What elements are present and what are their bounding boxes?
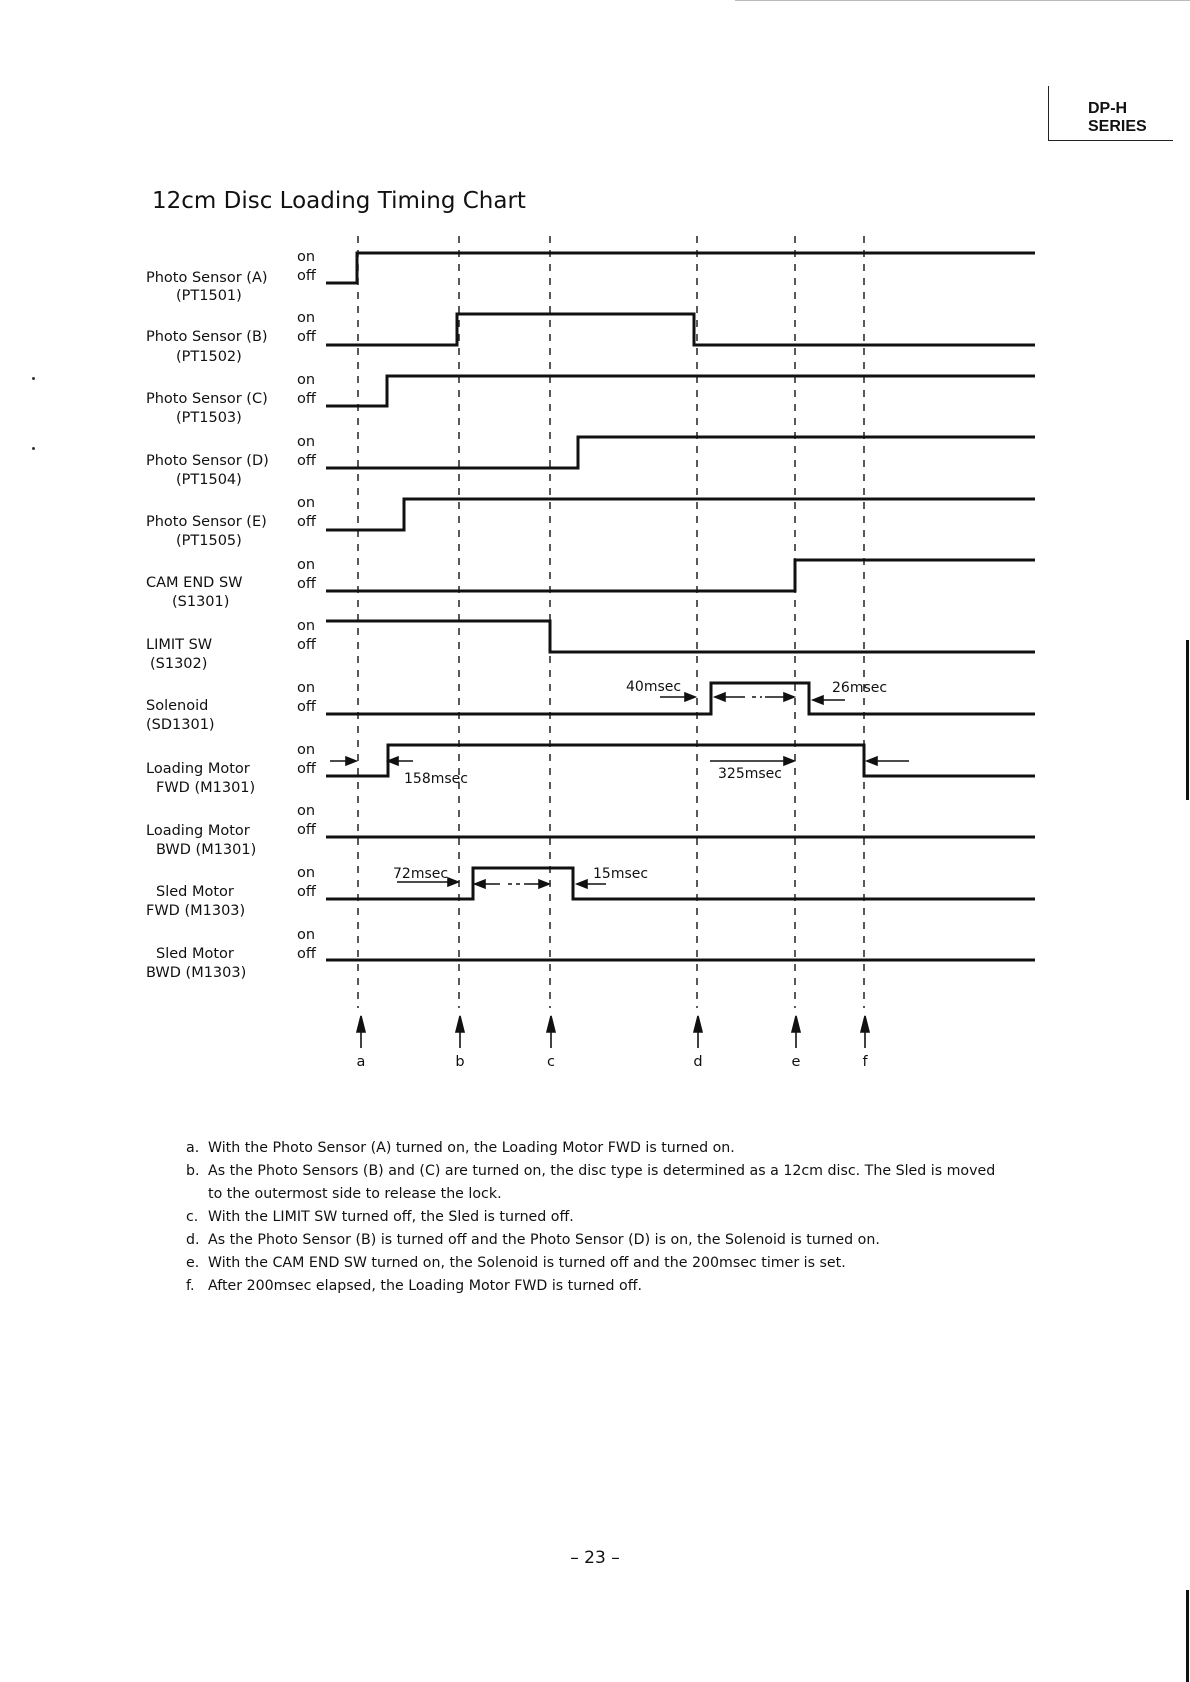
marker-f: f	[862, 1054, 868, 1070]
marker-a: a	[356, 1054, 366, 1070]
note-text: After 200msec elapsed, the Loading Motor FWD is turned off.	[208, 1278, 643, 1294]
waveform-cam-end-sw	[326, 560, 1035, 591]
arrowhead	[577, 880, 587, 888]
arrowhead	[792, 1016, 800, 1032]
waveform-photo-sensor-a	[326, 253, 1035, 283]
arrowhead	[784, 693, 794, 701]
off-label: off	[297, 576, 316, 592]
waveform-photo-sensor-b	[326, 314, 1035, 345]
timing-26msec: 26msec	[832, 680, 888, 696]
signal-code: (PT1505)	[176, 533, 242, 549]
signal-code: BWD (M1301)	[156, 842, 257, 858]
signal-code: (S1302)	[150, 656, 208, 672]
marker-c: c	[547, 1054, 555, 1070]
off-label: off	[297, 822, 316, 838]
on-label: on	[297, 742, 316, 758]
waveforms	[326, 253, 1035, 960]
timing-15msec: 15msec	[593, 866, 649, 882]
off-label: off	[297, 637, 316, 653]
timing-158msec: 158msec	[404, 771, 468, 787]
note-e	[186, 1252, 1006, 1275]
off-label: off	[297, 946, 316, 962]
arrowhead	[357, 1016, 365, 1032]
note-text: With the LIMIT SW turned off, the Sled is turned off.	[208, 1209, 574, 1225]
timing-40msec: 40msec	[626, 679, 682, 695]
signal-name: Photo Sensor (A)	[146, 270, 268, 286]
note-letter: e.	[186, 1255, 200, 1271]
note-text: With the Photo Sensor (A) turned on, the Loading Motor FWD is turned on.	[208, 1140, 735, 1156]
off-label: off	[297, 761, 316, 777]
marker-b: b	[455, 1054, 465, 1070]
on-label: on	[297, 310, 316, 326]
signal-name: Sled Motor	[156, 946, 234, 962]
signal-name: Photo Sensor (C)	[146, 391, 268, 407]
timing-labels	[393, 679, 887, 882]
notes-list	[186, 1137, 1006, 1298]
note-d	[186, 1229, 1006, 1252]
signal-code: (PT1502)	[176, 349, 242, 365]
off-label: off	[297, 453, 316, 469]
signal-code: (PT1504)	[176, 472, 242, 488]
page-number: – 23 –	[570, 1548, 620, 1568]
signal-name: CAM END SW	[146, 575, 243, 591]
note-letter: b.	[186, 1163, 200, 1179]
signal-code: BWD (M1303)	[146, 965, 247, 981]
arrowhead	[867, 757, 877, 765]
off-label: off	[297, 514, 316, 530]
signal-name: Photo Sensor (D)	[146, 453, 269, 469]
arrowhead	[539, 880, 549, 888]
signal-name: LIMIT SW	[146, 637, 213, 653]
signal-name: Photo Sensor (E)	[146, 514, 267, 530]
on-label: on	[297, 680, 316, 696]
off-label: off	[297, 699, 316, 715]
arrowhead	[813, 696, 823, 704]
on-label: on	[297, 495, 316, 511]
event-arrows	[357, 1016, 869, 1048]
on-label: on	[297, 618, 316, 634]
signal-labels	[146, 270, 269, 981]
signal-name: Photo Sensor (B)	[146, 329, 268, 345]
note-a	[186, 1137, 1006, 1160]
page-title: 12cm Disc Loading Timing Chart	[152, 188, 526, 214]
timing-72msec: 72msec	[393, 866, 449, 882]
signal-code: (PT1503)	[176, 410, 242, 426]
on-label: on	[297, 249, 316, 265]
on-label: on	[297, 372, 316, 388]
on-label: on	[297, 865, 316, 881]
off-label: off	[297, 884, 316, 900]
waveform-limit-sw	[326, 621, 1035, 652]
signal-name: Loading Motor	[146, 761, 250, 777]
note-b	[186, 1160, 1006, 1206]
on-label: on	[297, 434, 316, 450]
arrowhead	[456, 1016, 464, 1032]
level-labels	[297, 249, 317, 962]
timing-325msec: 325msec	[718, 766, 782, 782]
page-edge-mark	[1186, 1590, 1189, 1682]
arrowhead	[547, 1016, 555, 1032]
note-text: As the Photo Sensor (B) is turned off and the Photo Sensor (D) is on, the Solenoid is turned on.	[208, 1232, 880, 1248]
marker-e: e	[791, 1054, 801, 1070]
signal-code: FWD (M1303)	[146, 903, 246, 919]
series-line-1: DP-H	[1088, 100, 1128, 117]
arrowhead	[861, 1016, 869, 1032]
arrowhead	[448, 878, 458, 886]
event-letters	[357, 1054, 869, 1070]
note-text: As the Photo Sensors (B) and (C) are turned on, the disc type is determined as a 12cm disc. The Sled is moved to the outermost side to release the lock.	[208, 1163, 996, 1202]
arrowhead	[784, 757, 794, 765]
on-label: on	[297, 927, 316, 943]
note-f	[186, 1275, 1006, 1298]
arrowhead	[346, 757, 356, 765]
arrowhead	[475, 880, 485, 888]
note-c	[186, 1206, 1006, 1229]
signal-code: (PT1501)	[176, 288, 242, 304]
signal-name: Loading Motor	[146, 823, 250, 839]
marker-d: d	[693, 1054, 703, 1070]
on-label: on	[297, 803, 316, 819]
arrowhead	[694, 1016, 702, 1032]
off-label: off	[297, 391, 316, 407]
note-letter: d.	[186, 1232, 200, 1248]
waveform-photo-sensor-c	[326, 376, 1035, 406]
series-line-2: SERIES	[1088, 118, 1147, 135]
signal-code: FWD (M1301)	[156, 780, 256, 796]
signal-name: Sled Motor	[156, 884, 234, 900]
arrowhead	[715, 693, 725, 701]
waveform-photo-sensor-e	[326, 499, 1035, 530]
note-letter: f.	[186, 1278, 195, 1294]
note-letter: c.	[186, 1209, 199, 1225]
off-label: off	[297, 268, 316, 284]
waveform-photo-sensor-d	[326, 437, 1035, 468]
note-letter: a.	[186, 1140, 200, 1156]
off-label: off	[297, 329, 316, 345]
signal-code: (S1301)	[172, 594, 230, 610]
arrowhead	[685, 693, 695, 701]
note-text: With the CAM END SW turned on, the Solenoid is turned off and the 200msec timer is set.	[208, 1255, 846, 1271]
timing-arrows	[330, 693, 909, 888]
signal-name: Solenoid	[146, 698, 209, 714]
on-label: on	[297, 557, 316, 573]
signal-code: (SD1301)	[146, 717, 215, 733]
